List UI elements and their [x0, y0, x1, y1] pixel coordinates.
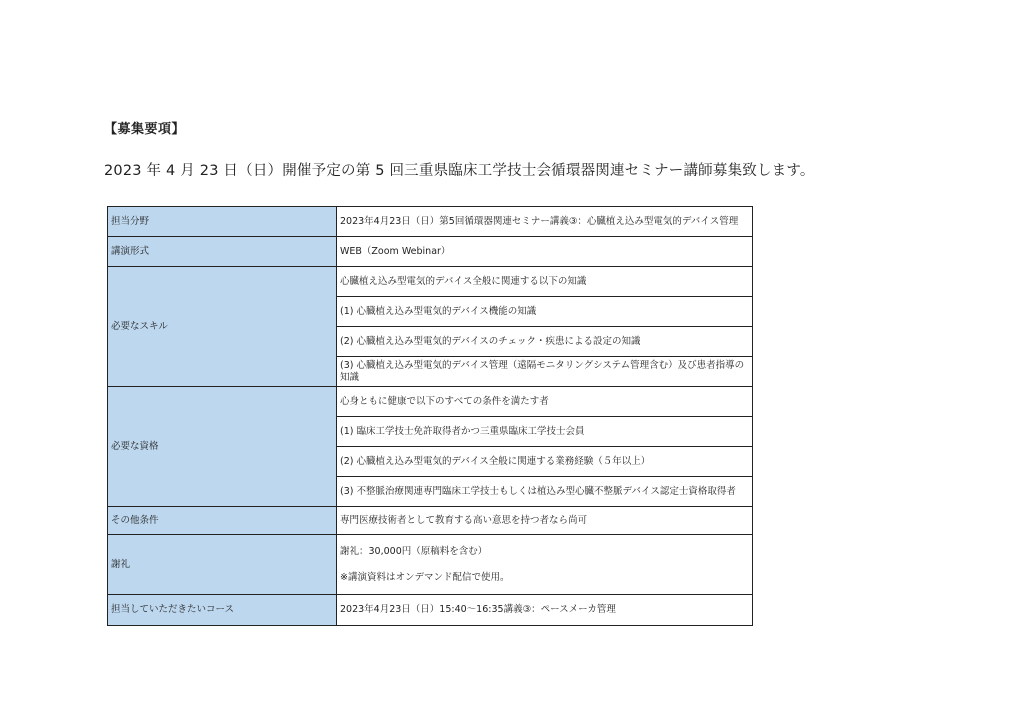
- section-heading: 【募集要項】: [104, 122, 186, 137]
- table-row: [108, 387, 753, 417]
- course-value: 2023年4月23日（日）15:40～16:35講義③：ペースメーカ管理: [337, 595, 753, 626]
- qualifications-item: (1) 臨床工学技士免許取得者かつ三重県臨床工学技士会員: [337, 417, 753, 447]
- skills-item: (3) 心臓植え込み型電気的デバイス管理（遠隔モニタリングシステム管理含む）及び患者指導の知識: [337, 357, 753, 387]
- skills-label: 必要なスキル: [108, 267, 337, 387]
- fee-amount: 謝礼：30,000円（原稿料を含む）: [340, 545, 488, 557]
- fee-label: 謝礼: [108, 535, 337, 595]
- field-label: 担当分野: [108, 207, 337, 237]
- format-label: 講演形式: [108, 237, 337, 267]
- qualifications-label: 必要な資格: [108, 387, 337, 507]
- qualifications-item: (2) 心臓植え込み型電気的デバイス全般に関連する業務経験（５年以上）: [337, 447, 753, 477]
- fee-cell: [337, 535, 753, 595]
- intro-text: 2023 年 4 月 23 日（日）開催予定の第 5 回三重県臨床工学技士会循環器関連セミナー講師募集致します。: [104, 163, 815, 179]
- requirements-table: [107, 206, 753, 626]
- other-label: その他条件: [108, 507, 337, 535]
- skills-item: (2) 心臓植え込み型電気的デバイスのチェック・疾患による設定の知識: [337, 327, 753, 357]
- qualifications-item: 心身ともに健康で以下のすべての条件を満たす者: [337, 387, 753, 417]
- format-value: WEB（Zoom Webinar）: [337, 237, 753, 267]
- table-row: [108, 267, 753, 297]
- qualifications-item: (3) 不整脈治療関連専門臨床工学技士もしくは植込み型心臓不整脈デバイス認定士資格取得者: [337, 477, 753, 507]
- table-row: [108, 535, 753, 595]
- skills-item: 心臓植え込み型電気的デバイス全般に関連する以下の知識: [337, 267, 753, 297]
- course-label: 担当していただきたいコース: [108, 595, 337, 626]
- skills-item: (1) 心臓植え込み型電気的デバイス機能の知識: [337, 297, 753, 327]
- field-value: 2023年4月23日（日）第5回循環器関連セミナー講義③：心臓植え込み型電気的デバイス管理: [337, 207, 753, 237]
- table-row: [108, 237, 753, 267]
- fee-note: ※講演資料はオンデマンド配信で使用。: [340, 571, 510, 583]
- table-row: [108, 207, 753, 237]
- table-row: [108, 507, 753, 535]
- table-row: [108, 595, 753, 626]
- other-value: 専門医療技術者として教育する高い意思を持つ者なら尚可: [337, 507, 753, 535]
